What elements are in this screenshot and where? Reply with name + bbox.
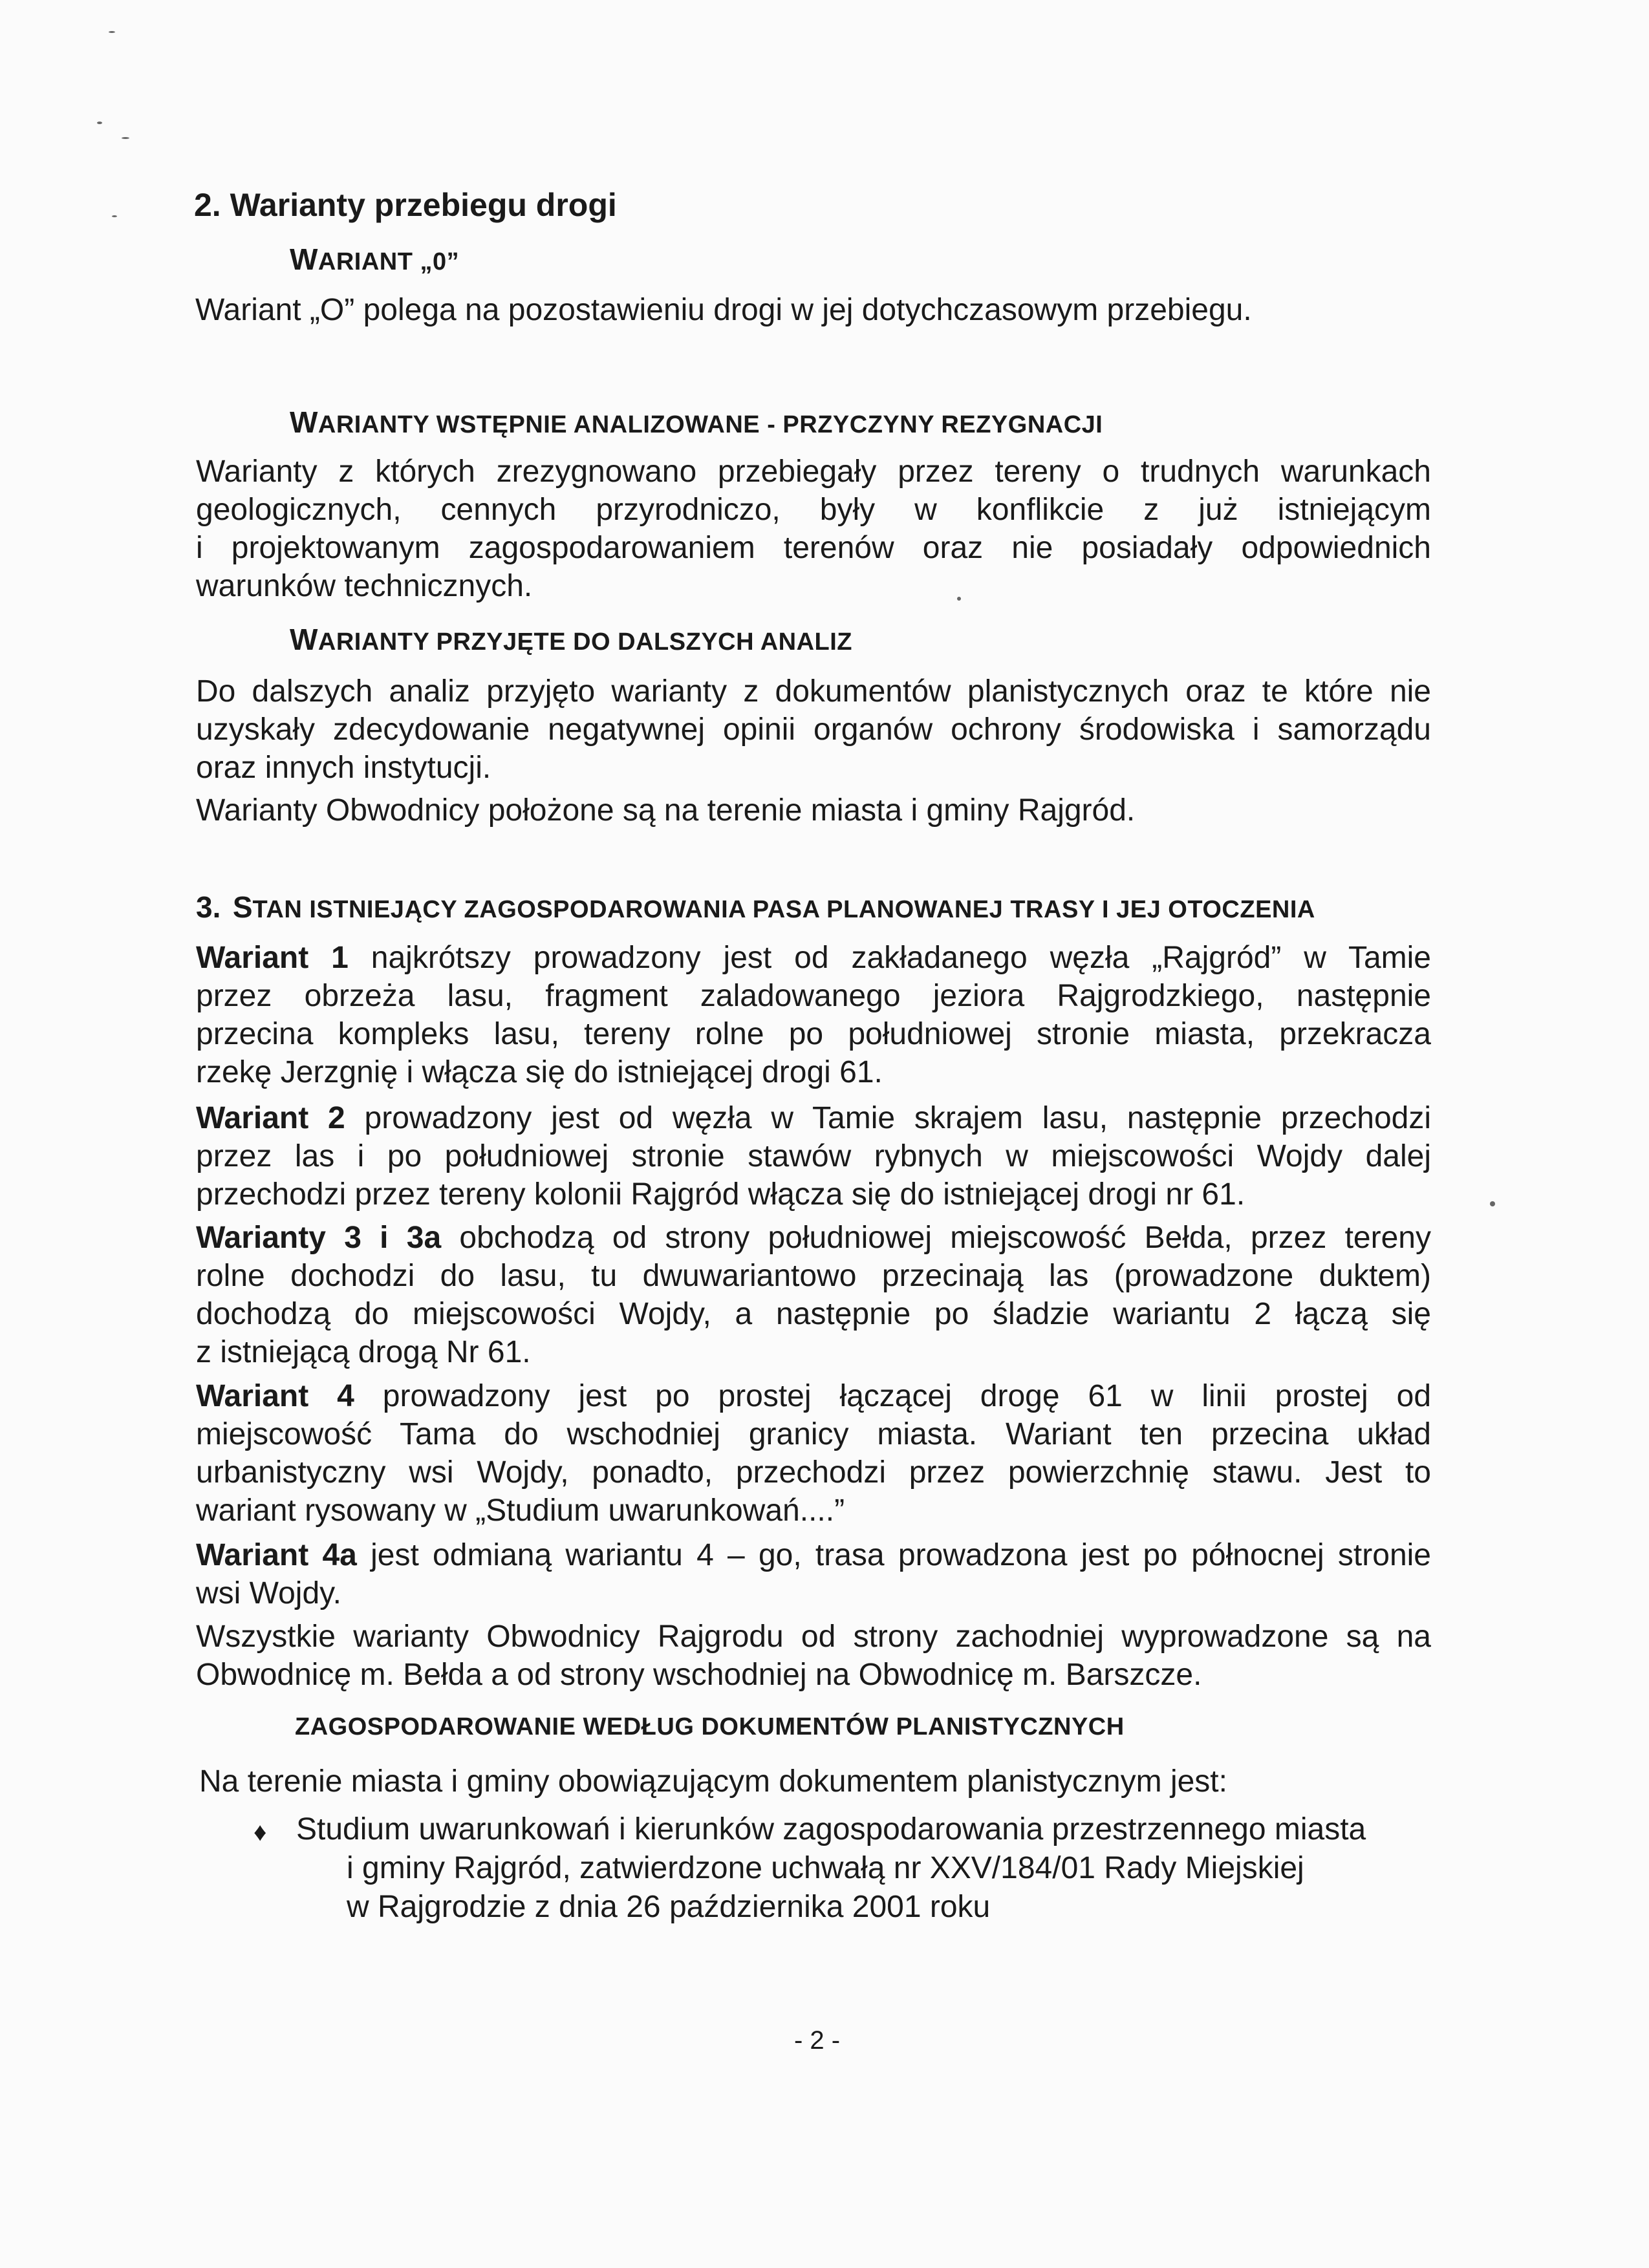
wariant-4-paragraph <box>196 1377 1431 1530</box>
heading-rest: TAN ISTNIEJĄCY ZAGOSPODAROWANIA PASA PLANOWANEJ TRASY I JEJ OTOCZENIA <box>252 896 1315 923</box>
variant-label: Wariant 4a <box>196 1538 357 1572</box>
bullet-line: i gminy Rajgród, zatwierdzone uchwałą nr XXV/184/01 Rady Miejskiej <box>347 1851 1304 1885</box>
line-text: prowadzony jest od węzła w Tamie skrajem lasu, następnie przechodzi <box>345 1101 1432 1135</box>
location-text: Warianty Obwodnicy położone są na terenie miasta i gminy Rajgród. <box>196 793 1136 828</box>
diamond-bullet-icon: ♦ <box>253 1818 267 1846</box>
paragraph-line <box>196 1099 1431 1137</box>
summary-paragraph <box>196 1618 1431 1694</box>
heading-cap: W <box>290 405 318 439</box>
planning-intro: Na terenie miasta i gminy obowiązującym dokumentem planistycznym jest: <box>199 1764 1227 1799</box>
heading-rest: ARIANT „0” <box>318 248 460 275</box>
paragraph-line <box>196 1536 1431 1574</box>
wariant-3-paragraph <box>196 1219 1431 1371</box>
scan-speck <box>109 31 115 33</box>
accepted-variants-paragraph <box>196 672 1431 787</box>
paragraph-line: warunków technicznych. <box>196 569 533 603</box>
line-text: najkrótszy prowadzony jest od zakładanego węzła „Rajgród” w Tamie <box>348 941 1432 975</box>
paragraph-line: wariant rysowany w „Studium uwarunkowań....” <box>196 1493 845 1528</box>
heading-rest: ARIANTY WSTĘPNIE ANALIZOWANE - PRZYCZYNY REZYGNACJI <box>318 411 1103 438</box>
paragraph-line: urbanistyczny wsi Wojdy, ponadto, przechodzi przez powierzchnię stawu. Jest to <box>196 1455 1431 1490</box>
accepted-variants-heading <box>290 622 852 657</box>
scan-speck <box>112 215 117 217</box>
wariant-1-paragraph <box>196 939 1431 1091</box>
paragraph-line: przez obrzeża lasu, fragment zaladowanego jeziora Rajgrodzkiego, następnie <box>196 979 1431 1013</box>
scan-speck <box>122 137 129 139</box>
paragraph-line <box>196 1219 1431 1257</box>
bullet-line: w Rajgrodzie z dnia 26 października 2001 roku <box>347 1890 991 1924</box>
wariant-0-text: Wariant „O” polega na pozostawieniu drogi w jej dotychczasowym przebiegu. <box>195 293 1252 327</box>
bullet-line: Studium uwarunkowań i kierunków zagospodarowania przestrzennego miasta <box>296 1812 1366 1846</box>
rejected-variants-paragraph <box>196 453 1431 605</box>
section-2-heading: 2. Warianty przebiegu drogi <box>194 187 617 223</box>
paragraph-line: i projektowanym zagospodarowaniem terenów oraz nie posiadały odpowiednich <box>196 531 1431 565</box>
paragraph-line <box>196 939 1431 977</box>
scan-speck <box>1490 1201 1495 1206</box>
planning-heading: ZAGOSPODAROWANIE WEDŁUG DOKUMENTÓW PLANISTYCZNYCH <box>295 1713 1125 1740</box>
variant-label: Warianty 3 i 3a <box>196 1221 442 1255</box>
paragraph-line: oraz innych instytucji. <box>196 751 491 785</box>
section-number: 3. <box>196 890 221 924</box>
paragraph-line: Wszystkie warianty Obwodnicy Rajgrodu od strony zachodniej wyprowadzone są na <box>196 1620 1431 1654</box>
heading-cap: S <box>232 890 253 924</box>
scan-speck <box>97 122 102 124</box>
paragraph-line: dochodzą do miejscowości Wojdy, a następnie po śladzie wariantu 2 łączą się <box>196 1297 1431 1331</box>
section-3-heading <box>196 890 1315 925</box>
variant-label: Wariant 2 <box>196 1101 345 1135</box>
paragraph-line: rzekę Jerzgnię i włącza się do istniejącej drogi 61. <box>196 1055 883 1089</box>
wariant-4a-paragraph <box>196 1536 1431 1612</box>
paragraph-line: Do dalszych analiz przyjęto warianty z dokumentów planistycznych oraz te które nie <box>196 674 1431 709</box>
wariant-0-heading <box>290 242 459 277</box>
paragraph-line <box>196 1377 1431 1415</box>
paragraph-line: przechodzi przez tereny kolonii Rajgród włącza się do istniejącej drogi nr 61. <box>196 1177 1245 1212</box>
line-text: prowadzony jest po prostej łączącej drogę 61 w linii prostej od <box>354 1379 1432 1413</box>
paragraph-line: Warianty z których zrezygnowano przebiegały przez tereny o trudnych warunkach <box>196 455 1431 489</box>
paragraph-line: Obwodnicę m. Bełda a od strony wschodniej na Obwodnicę m. Barszcze. <box>196 1658 1202 1692</box>
paragraph-line: uzyskały zdecydowanie negatywnej opinii organów ochrony środowiska i samorządu <box>196 712 1431 747</box>
variant-label: Wariant 4 <box>196 1379 354 1413</box>
line-text: jest odmianą wariantu 4 – go, trasa prowadzona jest po północnej stronie <box>356 1538 1432 1572</box>
wariant-2-paragraph <box>196 1099 1431 1214</box>
paragraph-line: przecina kompleks lasu, tereny rolne po południowej stronie miasta, przekracza <box>196 1017 1431 1051</box>
paragraph-line: geologicznych, cennych przyrodniczo, były w konflikcie z już istniejącym <box>196 493 1431 527</box>
heading-cap: W <box>290 242 318 276</box>
line-text: obchodzą od strony południowej miejscowość Bełda, przez tereny <box>441 1221 1432 1255</box>
heading-cap: W <box>290 623 318 656</box>
paragraph-line: wsi Wojdy. <box>196 1576 341 1610</box>
paragraph-line: rolne dochodzi do lasu, tu dwuwariantowo przecinają las (prowadzone duktem) <box>196 1259 1431 1293</box>
heading-rest: ARIANTY PRZYJĘTE DO DALSZYCH ANALIZ <box>318 628 853 656</box>
paragraph-line: przez las i po południowej stronie stawów rybnych w miejscowości Wojdy dalej <box>196 1139 1431 1173</box>
page-number: - 2 - <box>794 2026 841 2055</box>
variant-label: Wariant 1 <box>196 941 349 975</box>
paragraph-line: miejscowość Tama do wschodniej granicy miasta. Wariant ten przecina układ <box>196 1417 1431 1451</box>
paragraph-line: z istniejącą drogą Nr 61. <box>196 1335 531 1369</box>
rejected-variants-heading <box>290 405 1103 440</box>
